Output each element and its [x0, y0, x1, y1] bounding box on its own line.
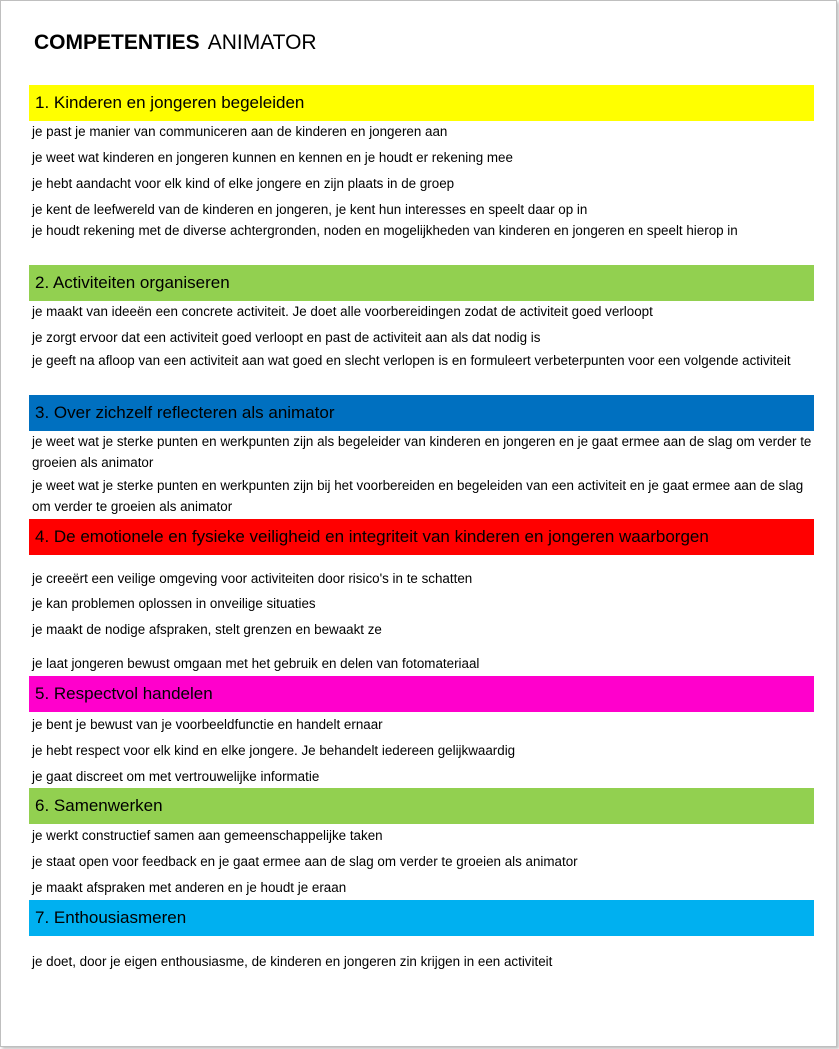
section-1-item-2: je weet wat kinderen en jongeren kunnen en kennen en je houdt er rekening mee	[32, 150, 513, 165]
title-bold: COMPETENTIES	[34, 31, 200, 54]
section-1-item-3: je hebt aandacht voor elk kind of elke jongere en zijn plaats in de groep	[32, 176, 455, 191]
section-5-item-1: je bent je bewust van je voorbeeldfunctie en handelt ernaar	[32, 717, 383, 732]
section-heading-5: 5. Respectvol handelen	[29, 676, 814, 712]
section-heading-3: 3. Over zichzelf reflecteren als animator	[29, 395, 814, 431]
section-2-item-2: je zorgt ervoor dat een activiteit goed verloopt en past de activiteit aan als dat nodig is	[32, 330, 541, 345]
document-title	[34, 31, 317, 55]
section-6-item-2: je staat open voor feedback en je gaat ermee aan de slag om verder te groeien als animator	[32, 854, 578, 869]
section-2-item-3: je geeft na afloop van een activiteit aan wat goed en slecht verlopen is en formuleert verbeterpunten voor een volgende activiteit	[32, 353, 791, 368]
section-7-item-1: je doet, door je eigen enthousiasme, de kinderen en jongeren zin krijgen in een activiteit	[32, 954, 553, 969]
section-2-item-1: je maakt van ideeën een concrete activiteit. Je doet alle voorbereidingen zodat de activiteit goed verloopt	[32, 304, 653, 319]
section-6-item-1: je werkt constructief samen aan gemeenschappelijke taken	[32, 828, 383, 843]
section-heading-1: 1. Kinderen en jongeren begeleiden	[29, 85, 814, 121]
section-1-item-1: je past je manier van communiceren aan de kinderen en jongeren aan	[32, 124, 448, 139]
section-1-item-4: je kent de leefwereld van de kinderen en jongeren, je kent hun interesses en speelt daar op in	[32, 202, 588, 217]
section-5-item-3: je gaat discreet om met vertrouwelijke informatie	[32, 769, 320, 784]
title-normal: ANIMATOR	[207, 31, 317, 54]
section-heading-6: 6. Samenwerken	[29, 788, 814, 824]
section-5-item-2: je hebt respect voor elk kind en elke jongere. Je behandelt iedereen gelijkwaardig	[32, 743, 516, 758]
section-1-item-5: je houdt rekening met de diverse achtergronden, noden en mogelijkheden van kinderen en jongeren en speelt hierop in	[32, 223, 738, 238]
section-heading-7: 7. Enthousiasmeren	[29, 900, 814, 936]
section-4-item-4: je laat jongeren bewust omgaan met het gebruik en delen van fotomateriaal	[32, 656, 480, 671]
section-6-item-3: je maakt afspraken met anderen en je houdt je eraan	[32, 880, 347, 895]
section-4-item-3: je maakt de nodige afspraken, stelt grenzen en bewaakt ze	[32, 622, 382, 637]
section-4-item-1: je creeërt een veilige omgeving voor activiteiten door risico's in te schatten	[32, 571, 473, 586]
section-4-item-2: je kan problemen oplossen in onveilige situaties	[32, 596, 316, 611]
section-heading-4: 4. De emotionele en fysieke veiligheid en integriteit van kinderen en jongeren waarborgen	[29, 519, 814, 555]
section-3-item-2: je weet wat je sterke punten en werkpunten zijn bij het voorbereiden en begeleiden van een activiteit en je gaat ermee aan de slag om verder te groeien als animator	[32, 478, 804, 514]
section-heading-2: 2. Activiteiten organiseren	[29, 265, 814, 301]
section-3-item-1: je weet wat je sterke punten en werkpunten zijn als begeleider van kinderen en jongeren en je gaat ermee aan de slag om verder te groeien als animator	[32, 434, 812, 470]
